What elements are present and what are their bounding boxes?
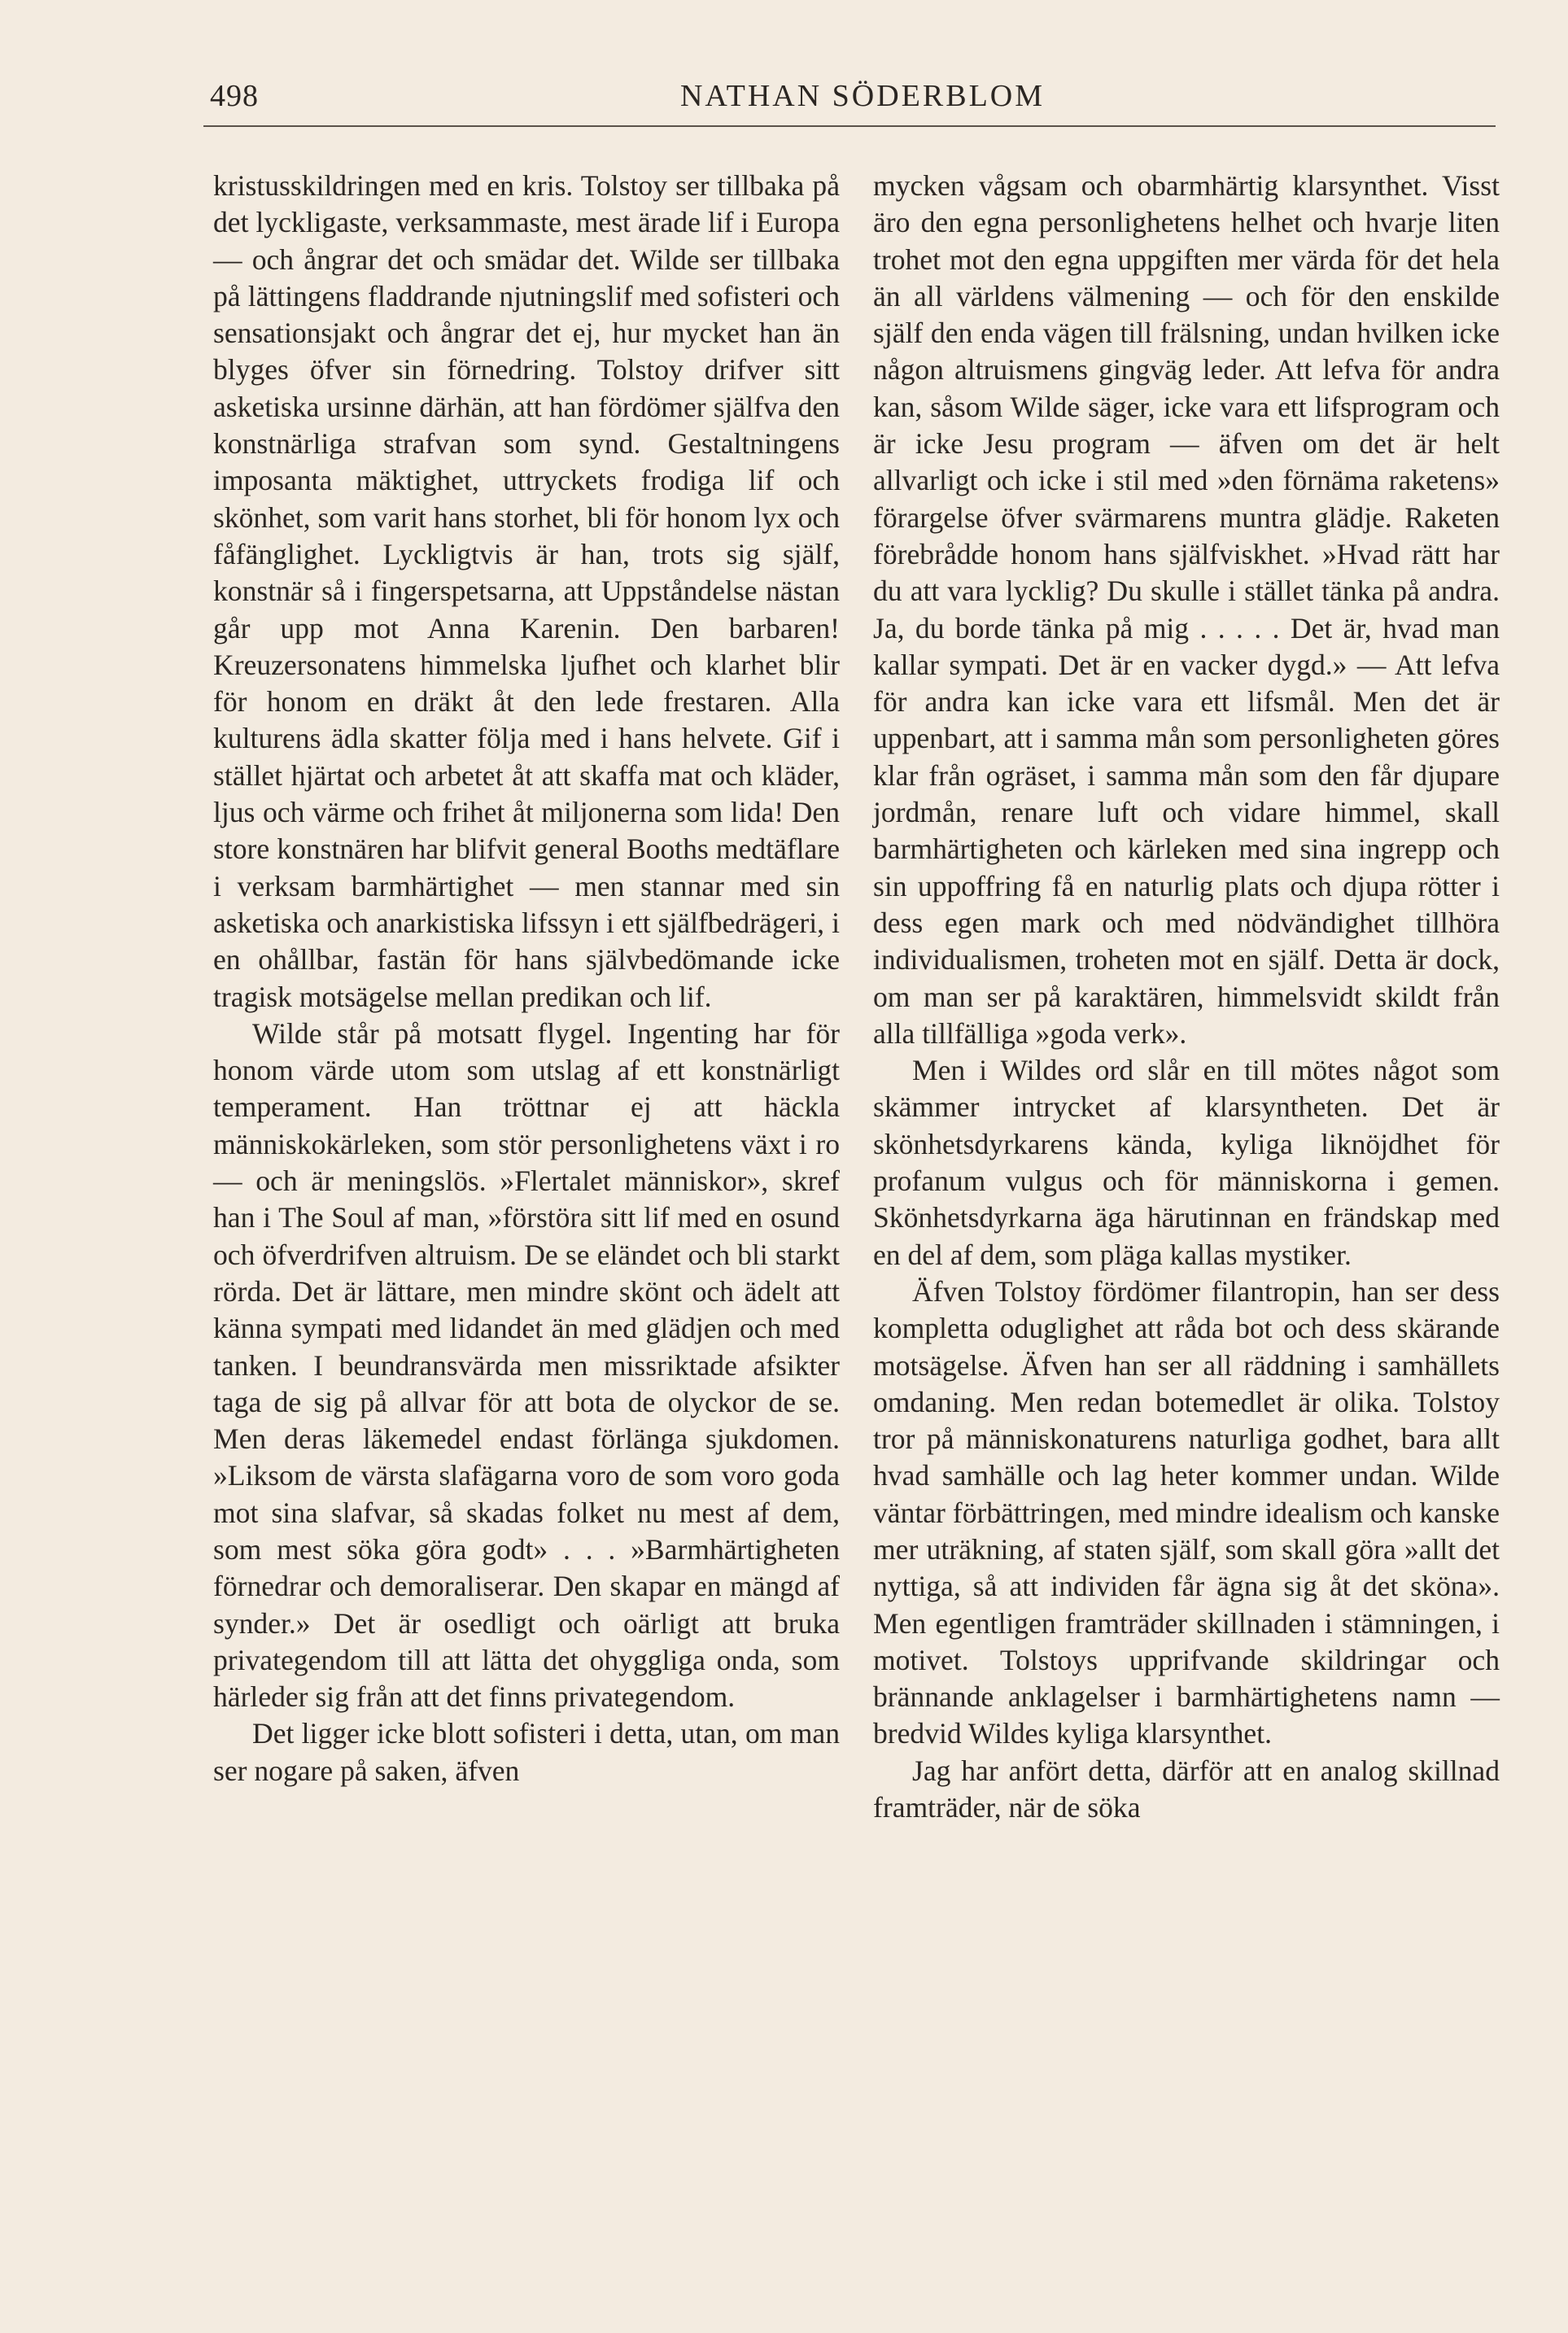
left-column <box>213 168 840 1789</box>
page-number: 498 <box>210 79 259 113</box>
paragraph: Wilde står på motsatt flygel. Ingenting har för honom värde utom som utslag af ett konstnärligt temperament. Han tröttnar ej att häckla människokärleken, som stör personlighetens växt i ro — och är meningslös. »Flertalet människor», skref han i The Soul af man, »förstöra sitt lif med en osund och öfverdrifven altruism. De se eländet och bli starkt rörda. Det är lättare, men mindre skönt och ädelt att känna sympati med lidandet än med glädjen och med tanken. I beundransvärda men missriktade afsikter taga de sig på allvar för att bota de olyckor de se. Men deras läkemedel endast förlänga sjukdomen. »Liksom de värsta slafägarna voro de som voro goda mot sina slafvar, så skadas folket nu mest af dem, som mest söka göra godt» . . . »Barmhärtigheten förnedrar och demoraliserar. Den skapar en mängd af synder.» Det är osedligt och oärligt att bruka privategendom till att lätta det ohyggliga onda, som härleder sig från att det finns privategendom. <box>213 1016 840 1714</box>
right-column <box>873 168 1500 1826</box>
header-rule <box>203 125 1496 127</box>
paragraph: Det ligger icke blott sofisteri i detta, utan, om man ser nogare på saken, äfven <box>213 1717 840 1787</box>
paragraph: Men i Wildes ord slår en till mötes något som skämmer intrycket af klarsyntheten. Det är skönhetsdyrkarens kända, kyliga liknöjdhet för profanum vulgus och för människorna i gemen. Skönhetsdyrkarna äga härutinnan en frändskap med en del af dem, som pläga kallas mystiker. <box>873 1054 1500 1271</box>
paragraph: Jag har anfört detta, därför att en analog skillnad framträder, när de söka <box>873 1754 1500 1824</box>
paragraph: mycken vågsam och obarmhärtig klarsynthet. Visst äro den egna personlighetens helhet och hvarje liten trohet mot den egna uppgiften mer värda för det hela än all världens välmening — och för den enskilde själf den enda vägen till frälsning, undan hvilken icke någon altruismens gingväg leder. Att lefva för andra kan, såsom Wilde säger, icke vara ett lifsprogram och är icke Jesu program — äfven om det är helt allvarligt och icke i stil med »den förnäma raketens» förargelse öfver svärmarens muntra glädje. Raketen förebrådde honom hans själfviskhet. »Hvad rätt har du att vara lycklig? Du skulle i stället tänka på andra. Ja, du borde tänka på mig . . . . . Det är, hvad man kallar sympati. Det är en vacker dygd.» — Att lefva för andra kan icke vara ett lifsmål. Men det är uppenbart, att i samma mån som personligheten göres klar från ogräset, i samma mån som den får djupare jordmån, renare luft och vidare himmel, skall barmhärtigheten och kärleken med sina ingrepp och sin uppoffring få en naturlig plats och djupa rötter i dess egen mark och med nödvändighet tillhöra individualismen, troheten mot en själf. Detta är dock, om man ser på karaktären, himmelsvidt skildt från alla tillfälliga »goda verk». <box>873 169 1500 1050</box>
paragraph: Äfven Tolstoy fördömer filantropin, han ser dess kompletta oduglighet att råda bot och dess skärande motsägelse. Äfven han ser all räddning i samhällets omdaning. Men redan botemedlet är olika. Tolstoy tror på människonaturens naturliga godhet, bara allt hvad samhälle och lag heter kommer undan. Wilde väntar förbättringen, med mindre idealism och kanske mer uträkning, af staten själf, som skall göra »allt det nyttiga, så att individen får ägna sig åt det sköna». Men egentligen framträder skillnaden i stämningen, i motivet. Tolstoys upprifvande skildringar och brännande anklagelser i barmhärtighetens namn — bredvid Wildes kyliga klarsynthet. <box>873 1274 1500 1750</box>
running-title: NATHAN SÖDERBLOM <box>679 79 1046 113</box>
paragraph: kristusskildringen med en kris. Tolstoy ser tillbaka på det lyckligaste, verksammaste, mest ärade lif i Europa — och ångrar det och smädar det. Wilde ser tillbaka på lättingens fladdrande njutningslif med sofisteri och sensationsjakt och ångrar det ej, hur mycket han än blyges öfver sin förnedring. Tolstoy drifver sitt asketiska ursinne därhän, att han fördömer själfva den konstnärliga strafvan som synd. Gestaltningens imposanta mäktighet, uttryckets frodiga lif och skönhet, som varit hans storhet, bli för honom lyx och fåfänglighet. Lyckligtvis är han, trots sig själf, konstnär så i fingerspetsarna, att Uppståndelse nästan går upp mot Anna Karenin. Den barbaren! Kreuzersonatens himmelska ljufhet och klarhet blir för honom en dräkt åt den lede frestaren. Alla kulturens ädla skatter följa med i hans helvete. Gif i stället hjärtat och arbetet åt att skaffa mat och kläder, ljus och värme och frihet åt miljonerna som lida! Den store konstnären har blifvit general Booths medtäflare i verksam barmhärtighet — men stannar med sin asketiska och anarkistiska lifssyn i ett själfbedrägeri, i en ohållbar, fastän för hans självbedömande icke tragisk motsägelse mellan predikan och lif. <box>213 169 840 1013</box>
